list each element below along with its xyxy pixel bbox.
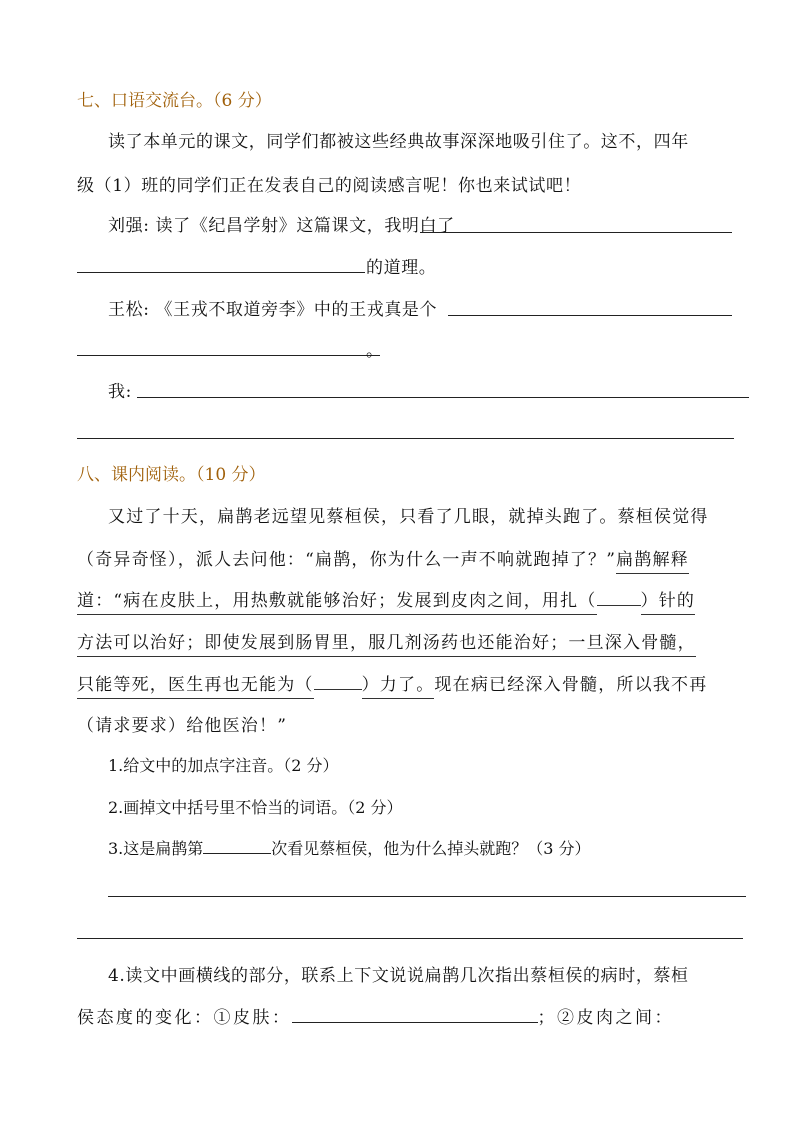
me-prompt: 我: (108, 382, 132, 402)
question-4-line1: 4.读文中画横线的部分，联系上下文说说扁鹊几次指出蔡桓侯的病时，蔡桓 (108, 966, 689, 986)
me-answer-blank[interactable] (137, 397, 749, 398)
passage-line5-underlined-a: 只能等死，医生再也无能为（ (77, 675, 314, 699)
passage-line3 (77, 586, 695, 611)
question-4-separator: ； (537, 1008, 557, 1028)
passage-line2 (77, 545, 689, 570)
question-4-line2 (77, 1003, 674, 1028)
section8-title: 八、课内阅读。（10 分） (77, 465, 266, 485)
passage-line5-underlined-b: ）力了。 (362, 675, 435, 699)
question-3-count-blank[interactable] (203, 853, 271, 854)
liuqiang-prompt: 刘强: 读了《纪昌学射》这篇课文，我明白了 (108, 216, 455, 236)
question-2: 2.画掉文中括号里不恰当的词语。（2 分） (108, 798, 403, 817)
question-4-skin-blank[interactable] (292, 1022, 538, 1023)
question-3-answer-blank-2[interactable] (77, 938, 743, 939)
section7-intro-line2: 级（1）班的同学们正在发表自己的阅读感言呢！你也来试试吧！ (77, 176, 582, 196)
liuqiang-suffix: 的道理。 (366, 258, 437, 278)
question-4-flesh-label: ②皮肉之间： (557, 1008, 674, 1028)
wangsong-answer-blank-2[interactable] (77, 355, 380, 356)
passage-line5-text: 现在病已经深入骨髓，所以我不再 (434, 675, 708, 695)
passage-line1: 又过了十天，扁鹊老远望见蔡桓侯，只看了几眼，就掉头跑了。蔡桓侯觉得 (108, 507, 709, 527)
question-3 (108, 836, 591, 859)
wangsong-answer-blank[interactable] (448, 315, 732, 316)
passage-line5-bracket-gap[interactable] (314, 686, 362, 690)
wangsong-prompt: 王松: 《王戎不取道旁李》中的王戎真是个 (108, 300, 438, 320)
liuqiang-answer-blank[interactable] (420, 232, 732, 233)
passage-line3-bracket-gap[interactable] (597, 602, 641, 606)
passage-line2-underlined: 扁鹊解释 (616, 550, 689, 574)
liuqiang-answer-blank-2[interactable] (77, 272, 365, 273)
passage-line3-underlined-b: ）针的 (641, 591, 696, 615)
question-3-answer-blank[interactable] (108, 896, 746, 897)
passage-line5 (77, 670, 707, 695)
passage-line4-underlined: 方法可以治好；即使发展到肠胃里，服几剂汤药也还能治好；一旦深入骨髓， (77, 633, 696, 657)
question-4-skin-label: 侯态度的变化：①皮肤： (77, 1008, 292, 1028)
passage-line4 (77, 628, 696, 653)
passage-line6: （请求要求）给他医治！” (77, 716, 288, 736)
wangsong-suffix: 。 (366, 341, 384, 361)
passage-line3-underlined-a: 道：“病在皮肤上，用热敷就能够治好；发展到皮肉之间，用扎（ (77, 591, 597, 615)
question-3-suffix: 次看见蔡桓侯，他为什么掉头就跑？（3 分） (271, 839, 591, 858)
me-answer-blank-2[interactable] (77, 438, 734, 439)
question-1: 1.给文中的加点字注音。（2 分） (108, 756, 339, 775)
passage-line2-text: （奇异奇怪），派人去问他：“扁鹊，你为什么一声不响就跑掉了？” (77, 550, 617, 570)
question-3-prefix: 3.这是扁鹊第 (108, 839, 204, 858)
section7-title: 七、口语交流台。（6 分） (77, 91, 272, 111)
section7-intro-line1: 读了本单元的课文，同学们都被这些经典故事深深地吸引住了。这不，四年 (108, 132, 689, 152)
